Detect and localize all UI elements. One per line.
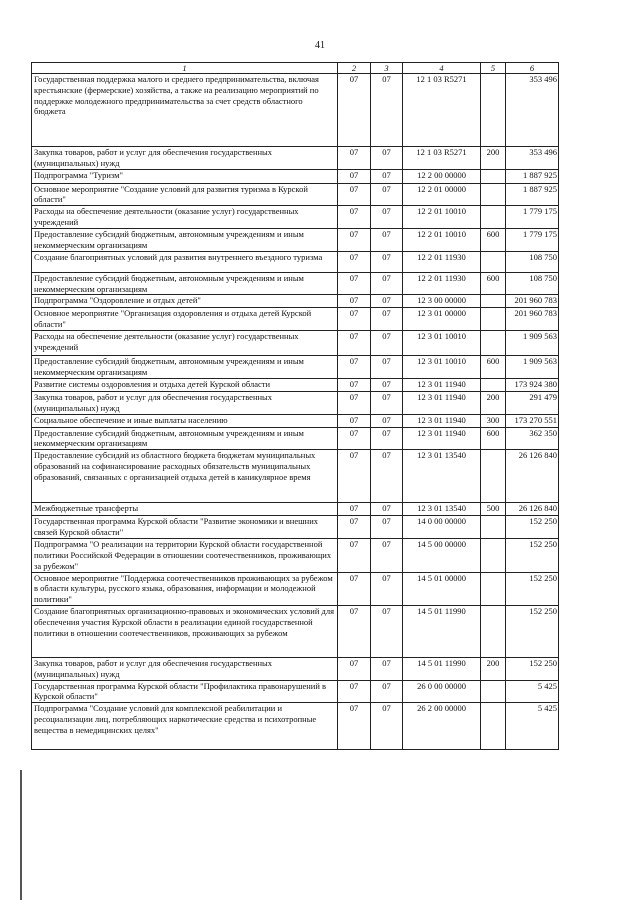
subsection-code-cell: 07 <box>371 228 403 251</box>
amount-cell: 291 479 <box>506 391 559 414</box>
table-row <box>32 572 559 605</box>
subsection-code-cell: 07 <box>371 378 403 391</box>
section-code-cell: 07 <box>338 272 371 295</box>
table-row <box>32 516 559 539</box>
section-code-cell: 07 <box>338 355 371 378</box>
table-body <box>32 74 559 750</box>
table-row <box>32 378 559 391</box>
target-article-cell: 12 3 00 00000 <box>403 295 481 308</box>
target-article-cell: 12 3 01 13540 <box>403 503 481 516</box>
description-cell: Предоставление субсидий бюджетным, автономным учреждениям и иным некоммерческим организациям <box>32 427 338 450</box>
description-cell: Основное мероприятие "Поддержка соотечественников проживающих за рубежом в области культуры, русского языка, образования, информации и молодежной политики" <box>32 572 338 605</box>
expense-type-cell: 600 <box>481 355 506 378</box>
subsection-code-cell: 07 <box>371 503 403 516</box>
section-code-cell: 07 <box>338 516 371 539</box>
table-row <box>32 74 559 147</box>
description-cell: Подпрограмма "Оздоровление и отдых детей" <box>32 295 338 308</box>
subsection-code-cell: 07 <box>371 251 403 272</box>
table-row <box>32 605 559 657</box>
expense-type-cell <box>481 308 506 331</box>
expense-type-cell <box>481 74 506 147</box>
amount-cell: 1 909 563 <box>506 355 559 378</box>
target-article-cell: 14 5 01 11990 <box>403 657 481 680</box>
target-article-cell: 12 1 03 R5271 <box>403 74 481 147</box>
description-cell: Основное мероприятие "Создание условий для развития туризма в Курской области" <box>32 183 338 206</box>
subsection-code-cell: 07 <box>371 516 403 539</box>
target-article-cell: 12 3 01 11940 <box>403 427 481 450</box>
budget-table-container <box>31 62 558 750</box>
table-row <box>32 183 559 206</box>
target-article-cell: 12 3 01 11940 <box>403 391 481 414</box>
description-cell: Предоставление субсидий из областного бюджета бюджетам муниципальных образований на софинансирование расходных обязательств муниципальных образований, связанных с организацией отдыха детей в каникулярное время <box>32 450 338 503</box>
table-row <box>32 680 559 703</box>
amount-cell: 173 924 380 <box>506 378 559 391</box>
description-cell: Подпрограмма "Создание условий для комплексной реабилитации и ресоциализации лиц, потребляющих наркотические средства и психотропные вещества в немедицинских целях" <box>32 703 338 750</box>
description-cell: Закупка товаров, работ и услуг для обеспечения государственных (муниципальных) нужд <box>32 147 338 170</box>
scan-edge-mark <box>20 770 22 900</box>
amount-cell: 152 250 <box>506 539 559 572</box>
target-article-cell: 12 2 01 00000 <box>403 183 481 206</box>
subsection-code-cell: 07 <box>371 450 403 503</box>
subsection-code-cell: 07 <box>371 391 403 414</box>
target-article-cell: 12 3 01 13540 <box>403 450 481 503</box>
expense-type-cell <box>481 450 506 503</box>
amount-cell: 152 250 <box>506 516 559 539</box>
subsection-code-cell: 07 <box>371 539 403 572</box>
amount-cell: 26 126 840 <box>506 503 559 516</box>
description-cell: Государственная программа Курской области "Развитие экономики и внешних связей Курской области" <box>32 516 338 539</box>
section-code-cell: 07 <box>338 74 371 147</box>
page-number: 41 <box>315 40 325 51</box>
target-article-cell: 26 2 00 00000 <box>403 703 481 750</box>
section-code-cell: 07 <box>338 251 371 272</box>
table-row <box>32 206 559 229</box>
table-row <box>32 272 559 295</box>
section-code-cell: 07 <box>338 378 371 391</box>
expense-type-cell <box>481 330 506 355</box>
amount-cell: 362 350 <box>506 427 559 450</box>
expense-type-cell <box>481 516 506 539</box>
subsection-code-cell: 07 <box>371 272 403 295</box>
section-code-cell: 07 <box>338 183 371 206</box>
table-row <box>32 391 559 414</box>
description-cell: Предоставление субсидий бюджетным, автономным учреждениям и иным некоммерческим организациям <box>32 355 338 378</box>
col-header-6: 6 <box>506 63 559 74</box>
expense-type-cell: 600 <box>481 427 506 450</box>
amount-cell: 26 126 840 <box>506 450 559 503</box>
target-article-cell: 12 3 01 11940 <box>403 378 481 391</box>
subsection-code-cell: 07 <box>371 427 403 450</box>
col-header-5: 5 <box>481 63 506 74</box>
description-cell: Закупка товаров, работ и услуг для обеспечения государственных (муниципальных) нужд <box>32 657 338 680</box>
expense-type-cell <box>481 680 506 703</box>
description-cell: Государственная поддержка малого и среднего предпринимательства, включая крестьянские (фермерские) хозяйства, а также на реализацию мероприятий по поддержке молодежного предпринимательства за счет средств областного бюджета <box>32 74 338 147</box>
target-article-cell: 12 2 00 00000 <box>403 169 481 183</box>
subsection-code-cell: 07 <box>371 414 403 427</box>
amount-cell: 152 250 <box>506 572 559 605</box>
amount-cell: 353 496 <box>506 147 559 170</box>
section-code-cell: 07 <box>338 330 371 355</box>
amount-cell: 152 250 <box>506 657 559 680</box>
expense-type-cell <box>481 169 506 183</box>
description-cell: Подпрограмма "О реализации на территории Курской области государственной политики Российской Федерации в отношении соотечественников, проживающих за рубежом" <box>32 539 338 572</box>
section-code-cell: 07 <box>338 450 371 503</box>
subsection-code-cell: 07 <box>371 355 403 378</box>
target-article-cell: 14 5 01 11990 <box>403 605 481 657</box>
subsection-code-cell: 07 <box>371 703 403 750</box>
target-article-cell: 14 5 00 00000 <box>403 539 481 572</box>
description-cell: Государственная программа Курской области "Профилактика правонарушений в Курской области" <box>32 680 338 703</box>
amount-cell: 201 960 783 <box>506 295 559 308</box>
expense-type-cell <box>481 251 506 272</box>
description-cell: Предоставление субсидий бюджетным, автономным учреждениям и иным некоммерческим организациям <box>32 272 338 295</box>
section-code-cell: 07 <box>338 539 371 572</box>
description-cell: Развитие системы оздоровления и отдыха детей Курской области <box>32 378 338 391</box>
subsection-code-cell: 07 <box>371 308 403 331</box>
expense-type-cell <box>481 605 506 657</box>
table-row <box>32 295 559 308</box>
section-code-cell: 07 <box>338 680 371 703</box>
description-cell: Создание благоприятных условий для развития внутреннего въездного туризма <box>32 251 338 272</box>
subsection-code-cell: 07 <box>371 74 403 147</box>
target-article-cell: 26 0 00 00000 <box>403 680 481 703</box>
section-code-cell: 07 <box>338 147 371 170</box>
section-code-cell: 07 <box>338 503 371 516</box>
expense-type-cell <box>481 378 506 391</box>
expense-type-cell: 200 <box>481 147 506 170</box>
table-row <box>32 228 559 251</box>
section-code-cell: 07 <box>338 206 371 229</box>
amount-cell: 5 425 <box>506 703 559 750</box>
expense-type-cell: 200 <box>481 657 506 680</box>
description-cell: Подпрограмма "Туризм" <box>32 169 338 183</box>
expense-type-cell: 600 <box>481 272 506 295</box>
amount-cell: 1 909 563 <box>506 330 559 355</box>
amount-cell: 1 887 925 <box>506 169 559 183</box>
amount-cell: 173 270 551 <box>506 414 559 427</box>
subsection-code-cell: 07 <box>371 147 403 170</box>
description-cell: Расходы на обеспечение деятельности (оказание услуг) государственных учреждений <box>32 330 338 355</box>
section-code-cell: 07 <box>338 703 371 750</box>
col-header-2: 2 <box>338 63 371 74</box>
table-row <box>32 450 559 503</box>
amount-cell: 108 750 <box>506 272 559 295</box>
expense-type-cell <box>481 183 506 206</box>
expense-type-cell: 300 <box>481 414 506 427</box>
description-cell: Создание благоприятных организационно-правовых и экономических условий для обеспечения участия Курской области в реализации единой государственной политики в отношении соотечественников, проживающих за рубежом <box>32 605 338 657</box>
budget-table <box>31 62 559 750</box>
amount-cell: 152 250 <box>506 605 559 657</box>
target-article-cell: 12 2 01 11930 <box>403 272 481 295</box>
subsection-code-cell: 07 <box>371 183 403 206</box>
amount-cell: 5 425 <box>506 680 559 703</box>
expense-type-cell <box>481 539 506 572</box>
target-article-cell: 14 0 00 00000 <box>403 516 481 539</box>
expense-type-cell: 500 <box>481 503 506 516</box>
section-code-cell: 07 <box>338 605 371 657</box>
subsection-code-cell: 07 <box>371 206 403 229</box>
section-code-cell: 07 <box>338 308 371 331</box>
expense-type-cell <box>481 206 506 229</box>
amount-cell: 353 496 <box>506 74 559 147</box>
subsection-code-cell: 07 <box>371 572 403 605</box>
amount-cell: 108 750 <box>506 251 559 272</box>
expense-type-cell <box>481 572 506 605</box>
table-row <box>32 703 559 750</box>
section-code-cell: 07 <box>338 228 371 251</box>
table-row <box>32 414 559 427</box>
section-code-cell: 07 <box>338 572 371 605</box>
subsection-code-cell: 07 <box>371 657 403 680</box>
target-article-cell: 14 5 01 00000 <box>403 572 481 605</box>
table-row <box>32 147 559 170</box>
target-article-cell: 12 2 01 11930 <box>403 251 481 272</box>
description-cell: Основное мероприятие "Организация оздоровления и отдыха детей Курской области" <box>32 308 338 331</box>
subsection-code-cell: 07 <box>371 680 403 703</box>
expense-type-cell: 600 <box>481 228 506 251</box>
description-cell: Предоставление субсидий бюджетным, автономным учреждениям и иным некоммерческим организациям <box>32 228 338 251</box>
section-code-cell: 07 <box>338 295 371 308</box>
table-row <box>32 169 559 183</box>
table-row <box>32 355 559 378</box>
subsection-code-cell: 07 <box>371 605 403 657</box>
description-cell: Закупка товаров, работ и услуг для обеспечения государственных (муниципальных) нужд <box>32 391 338 414</box>
table-row <box>32 427 559 450</box>
amount-cell: 1 887 925 <box>506 183 559 206</box>
amount-cell: 201 960 783 <box>506 308 559 331</box>
target-article-cell: 12 1 03 R5271 <box>403 147 481 170</box>
amount-cell: 1 779 175 <box>506 206 559 229</box>
col-header-1: 1 <box>32 63 338 74</box>
expense-type-cell <box>481 703 506 750</box>
table-row <box>32 251 559 272</box>
amount-cell: 1 779 175 <box>506 228 559 251</box>
target-article-cell: 12 3 01 10010 <box>403 330 481 355</box>
table-row <box>32 657 559 680</box>
col-header-3: 3 <box>371 63 403 74</box>
description-cell: Расходы на обеспечение деятельности (оказание услуг) государственных учреждений <box>32 206 338 229</box>
section-code-cell: 07 <box>338 657 371 680</box>
column-number-header <box>32 63 559 74</box>
table-row <box>32 330 559 355</box>
target-article-cell: 12 3 01 00000 <box>403 308 481 331</box>
description-cell: Социальное обеспечение и иные выплаты населению <box>32 414 338 427</box>
target-article-cell: 12 3 01 11940 <box>403 414 481 427</box>
target-article-cell: 12 2 01 10010 <box>403 228 481 251</box>
subsection-code-cell: 07 <box>371 330 403 355</box>
target-article-cell: 12 3 01 10010 <box>403 355 481 378</box>
expense-type-cell <box>481 295 506 308</box>
table-row <box>32 308 559 331</box>
section-code-cell: 07 <box>338 414 371 427</box>
subsection-code-cell: 07 <box>371 169 403 183</box>
description-cell: Межбюджетные трансферты <box>32 503 338 516</box>
subsection-code-cell: 07 <box>371 295 403 308</box>
section-code-cell: 07 <box>338 427 371 450</box>
table-row <box>32 503 559 516</box>
target-article-cell: 12 2 01 10010 <box>403 206 481 229</box>
section-code-cell: 07 <box>338 391 371 414</box>
col-header-4: 4 <box>403 63 481 74</box>
section-code-cell: 07 <box>338 169 371 183</box>
expense-type-cell: 200 <box>481 391 506 414</box>
table-row <box>32 539 559 572</box>
